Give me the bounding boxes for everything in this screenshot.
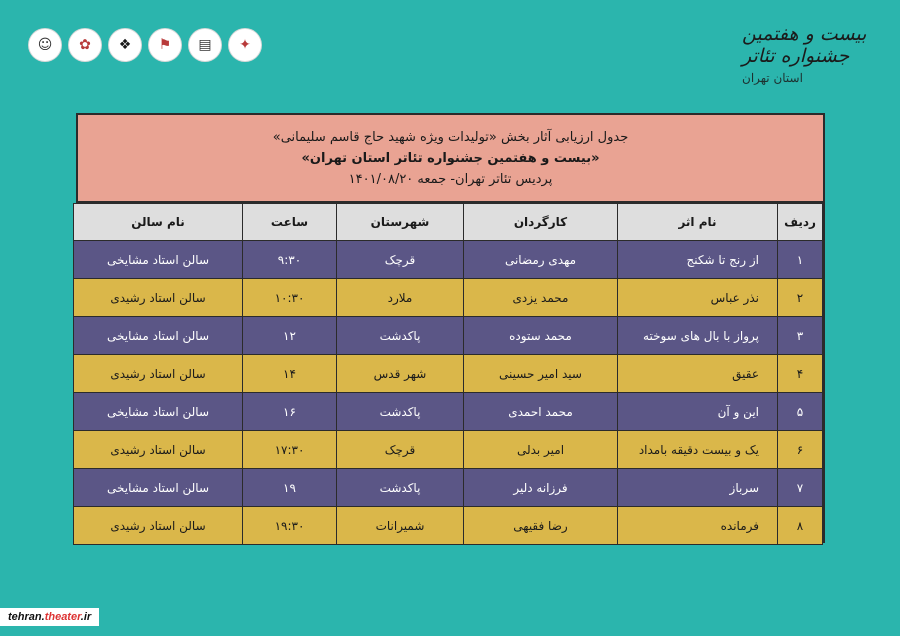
- row-time: ۱۹:۳۰: [243, 507, 337, 545]
- festival-logo: [742, 10, 872, 100]
- column-header-hall: نام سالن: [74, 204, 243, 241]
- row-hall: سالن استاد رشیدی: [74, 279, 243, 317]
- row-time: ۹:۳۰: [243, 241, 337, 279]
- row-hall: سالن استاد رشیدی: [74, 431, 243, 469]
- row-time: ۱۶: [243, 393, 337, 431]
- row-num: ۱: [778, 241, 823, 279]
- row-num: ۶: [778, 431, 823, 469]
- row-city: شهر قدس: [337, 355, 464, 393]
- row-title: پرواز با بال های سوخته: [618, 317, 778, 355]
- row-director: مهدی رمضانی: [464, 241, 618, 279]
- table-row: [74, 431, 823, 469]
- row-time: ۱۷:۳۰: [243, 431, 337, 469]
- row-title: این و آن: [618, 393, 778, 431]
- row-director: محمد احمدی: [464, 393, 618, 431]
- column-header-time: ساعت: [243, 204, 337, 241]
- table-row: [74, 507, 823, 545]
- row-num: ۴: [778, 355, 823, 393]
- festival-logo-line3: استان تهران: [742, 70, 803, 85]
- sponsor-logos: [28, 28, 262, 62]
- row-director: فرزانه دلیر: [464, 469, 618, 507]
- watermark-part2: theater: [44, 611, 81, 623]
- table-title-line2: «بیست و هفتمین جشنواره تئاتر استان تهران»: [301, 150, 600, 166]
- row-director: محمد یزدی: [464, 279, 618, 317]
- watermark-part1: tehran.: [8, 611, 45, 623]
- table-title-block: [78, 115, 823, 203]
- row-city: ملارد: [337, 279, 464, 317]
- row-city: شمیرانات: [337, 507, 464, 545]
- table-row: [74, 241, 823, 279]
- row-num: ۳: [778, 317, 823, 355]
- smile-face-icon: ☺: [28, 28, 62, 62]
- row-hall: سالن استاد رشیدی: [74, 507, 243, 545]
- row-city: قرچک: [337, 431, 464, 469]
- row-num: ۸: [778, 507, 823, 545]
- row-hall: سالن استاد رشیدی: [74, 355, 243, 393]
- row-time: ۱۴: [243, 355, 337, 393]
- schedule-table: [76, 113, 825, 543]
- table-title-line1: جدول ارزیابی آثار بخش «تولیدات ویژه شهید حاج قاسم سلیمانی»: [272, 129, 629, 145]
- row-num: ۵: [778, 393, 823, 431]
- site-watermark: [0, 608, 99, 626]
- row-hall: سالن استاد مشایخی: [74, 393, 243, 431]
- row-hall: سالن استاد مشایخی: [74, 241, 243, 279]
- table-title-line3: پردیس تئاتر تهران- جمعه ۱۴۰۱/۰۸/۲۰: [348, 171, 553, 187]
- festival-logo-line2: جشنواره تئاتر: [742, 45, 850, 67]
- row-director: محمد ستوده: [464, 317, 618, 355]
- row-city: قرچک: [337, 241, 464, 279]
- column-header-title: نام اثر: [618, 204, 778, 241]
- emblem-seal-icon: ✦: [228, 28, 262, 62]
- column-header-city: شهرستان: [337, 204, 464, 241]
- row-num: ۲: [778, 279, 823, 317]
- row-title: از رنج تا شکنج: [618, 241, 778, 279]
- table-row: [74, 317, 823, 355]
- table-row: [74, 469, 823, 507]
- row-time: ۱۲: [243, 317, 337, 355]
- row-director: امیر بدلی: [464, 431, 618, 469]
- row-city: پاکدشت: [337, 393, 464, 431]
- table-row: [74, 279, 823, 317]
- row-title: یک و بیست دقیقه بامداد: [618, 431, 778, 469]
- flower-seal-icon: ✿: [68, 28, 102, 62]
- row-title: عقیق: [618, 355, 778, 393]
- schedule-grid: [73, 203, 823, 545]
- column-header-row: [74, 204, 823, 241]
- table-row: [74, 393, 823, 431]
- grid-seal-icon: ❖: [108, 28, 142, 62]
- row-hall: سالن استاد مشایخی: [74, 317, 243, 355]
- row-hall: سالن استاد مشایخی: [74, 469, 243, 507]
- row-time: ۱۹: [243, 469, 337, 507]
- festival-logo-line1: بیست و هفتمین: [742, 23, 867, 46]
- table-row: [74, 355, 823, 393]
- row-title: سرباز: [618, 469, 778, 507]
- row-city: پاکدشت: [337, 317, 464, 355]
- row-city: پاکدشت: [337, 469, 464, 507]
- flag-seal-icon: ⚑: [148, 28, 182, 62]
- row-num: ۷: [778, 469, 823, 507]
- row-title: فرمانده: [618, 507, 778, 545]
- row-director: سید امیر حسینی: [464, 355, 618, 393]
- row-time: ۱۰:۳۰: [243, 279, 337, 317]
- book-seal-icon: ▤: [188, 28, 222, 62]
- watermark-part3: .ir: [80, 611, 92, 623]
- column-header-director: کارگردان: [464, 204, 618, 241]
- column-header-row-num: ردیف: [778, 204, 823, 241]
- row-title: نذر عباس: [618, 279, 778, 317]
- row-director: رضا فقیهی: [464, 507, 618, 545]
